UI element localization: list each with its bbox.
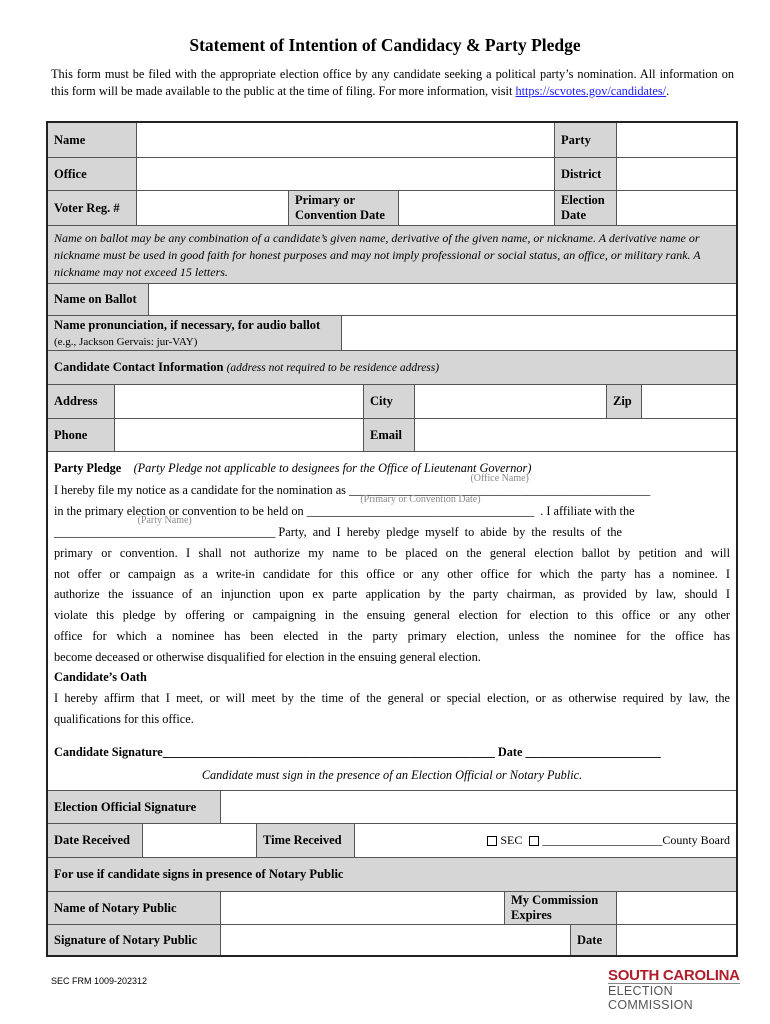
county-board-checkbox[interactable]	[529, 836, 539, 846]
pledge-line-1: I hereby file my notice as a candidate for the nomination as	[54, 483, 346, 497]
party-name-blank[interactable]: ____________________________________ (Party Name)	[54, 515, 276, 539]
name-field[interactable]	[136, 123, 554, 157]
sign-presence-note: Candidate must sign in the presence of an Election Official or Notary Public.	[201, 768, 583, 782]
zip-label: Zip	[606, 384, 641, 418]
pronunciation-label	[48, 315, 341, 350]
party-field[interactable]	[616, 123, 736, 157]
contact-header-text: Candidate Contact Information	[54, 360, 224, 374]
candidacy-form	[46, 121, 738, 957]
candidates-link[interactable]: https://scvotes.gov/candidates/	[515, 84, 667, 98]
city-field[interactable]	[414, 384, 606, 418]
candidate-signature-line[interactable]: Candidate Signature______________________________________________________ Date ______________________	[54, 745, 661, 759]
phone-field[interactable]	[114, 418, 363, 451]
form-title: Statement of Intention of Candidacy & Party Pledge	[189, 35, 581, 55]
pledge-divider	[48, 451, 736, 452]
pledge-line-5: not offer or campaign as a write-in candidate for this office or any other office for which the party has a nominee. I	[54, 567, 730, 581]
election-commission-logo	[608, 968, 740, 1012]
voter-reg-field[interactable]	[136, 190, 288, 225]
county-blank[interactable]: ____________________	[542, 833, 663, 847]
notary-signature-field[interactable]	[220, 924, 570, 955]
notary-name-field[interactable]	[220, 891, 504, 924]
pledge-line-6: authorize the issuance of an injunction upon ex parte application by the party chairman, as provided by law, should I	[54, 587, 730, 601]
party-label: Party	[554, 123, 616, 157]
notary-header: For use if candidate signs in presence of Notary Public	[48, 857, 736, 891]
office-label: Office	[48, 157, 136, 190]
notary-name-label: Name of Notary Public	[48, 891, 220, 924]
commission-expires-field[interactable]	[616, 891, 736, 924]
address-field[interactable]	[114, 384, 363, 418]
office-name-blank[interactable]: _________________________________________________ (Office Name)	[349, 473, 651, 497]
intro-text: This form must be filed with the appropriate election office by any candidate seeking a political party’s nomination. All information on this form will be made available to the public at the time of filing. For more information, visit	[51, 67, 734, 98]
form-code: SEC FRM 1009-202312	[51, 976, 148, 986]
date-received-field[interactable]	[142, 823, 256, 857]
contact-note: (address not required to be residence address)	[226, 361, 440, 374]
commission-expires-label: My Commission Expires	[504, 891, 616, 924]
pledge-line-9: become deceased or otherwise disqualified for election in the ensuing general election.	[54, 650, 481, 664]
pledge-heading: Party Pledge	[54, 461, 122, 475]
oath-line-1: I hereby affirm that I meet, or will meet by the time of the general or special election, or as otherwise required by law, the	[54, 691, 730, 705]
voter-reg-label: Voter Reg. #	[48, 190, 136, 225]
district-field[interactable]	[616, 157, 736, 190]
email-label: Email	[363, 418, 414, 451]
pronunciation-field[interactable]	[341, 315, 736, 350]
intro-end: .	[666, 84, 670, 98]
logo-line-1: SOUTH CAROLINA	[608, 967, 740, 984]
office-field[interactable]	[136, 157, 554, 190]
county-board-label: County Board	[662, 833, 730, 847]
logo-line-2: ELECTION COMMISSION	[608, 983, 740, 1012]
received-by-field	[354, 823, 736, 857]
primary-date-label: Primary or Convention Date	[288, 190, 398, 225]
district-label: District	[554, 157, 616, 190]
sec-checkbox[interactable]	[487, 836, 497, 846]
primary-date-field[interactable]	[398, 190, 554, 225]
pledge-line-3b: Party, and I hereby pledge myself to abide by the results of the	[278, 525, 622, 539]
official-signature-field[interactable]	[220, 790, 736, 823]
date-received-label: Date Received	[48, 823, 142, 857]
address-label: Address	[48, 384, 114, 418]
pledge-line-4: primary or convention. I shall not authorize my name to be placed on the general election ballot by petition and will	[54, 546, 730, 560]
office-name-hint: (Office Name)	[470, 473, 529, 484]
time-received-label: Time Received	[256, 823, 354, 857]
candidate-date-label: Date	[497, 745, 523, 759]
pronunciation-example: (e.g., Jackson Gervais: jur-VAY)	[54, 336, 198, 348]
sec-label: SEC	[500, 833, 523, 847]
notary-date-label: Date	[570, 924, 616, 955]
official-signature-label: Election Official Signature	[48, 790, 220, 823]
pledge-line-8: office for which a nominee has been elected in the party primary election, unless the nominee for the office has	[54, 629, 730, 643]
notary-date-field[interactable]	[616, 924, 736, 955]
ballot-name-note: Name on ballot may be any combination of a candidate’s given name, derivative of the given name, or nickname. A derivative name or nickname must be used in good faith for honest purposes and may not imply professional or social status, an office, or military rank. A nickname may not exceed 15 letters.	[48, 225, 736, 283]
primary-date-blank[interactable]: _____________________________________ (Primary or Convention Date)	[306, 494, 535, 518]
oath-line-2: qualifications for this office.	[54, 712, 194, 726]
phone-label: Phone	[48, 418, 114, 451]
party-name-hint: (Party Name)	[137, 515, 192, 526]
pledge-heading-note: (Party Pledge not applicable to designees for the Office of Lieutenant Governor)	[133, 461, 532, 475]
pronunciation-text: Name pronunciation, if necessary, for audio ballot	[54, 318, 321, 332]
oath-heading: Candidate’s Oath	[54, 670, 147, 684]
contact-header	[48, 350, 736, 384]
candidate-signature-label: Candidate Signature	[54, 745, 163, 759]
name-on-ballot-label: Name on Ballot	[48, 283, 148, 315]
name-on-ballot-field[interactable]	[148, 283, 736, 315]
email-field[interactable]	[414, 418, 736, 451]
pledge-line-2b: . I affiliate with the	[540, 504, 635, 518]
pledge-line-2a: in the primary election or convention to be held on	[54, 504, 304, 518]
intro-paragraph	[51, 66, 734, 100]
zip-field[interactable]	[641, 384, 736, 418]
primary-date-hint: (Primary or Convention Date)	[360, 494, 481, 505]
city-label: City	[363, 384, 414, 418]
notary-signature-label: Signature of Notary Public	[48, 924, 220, 955]
pledge-line-7: violate this pledge by offering or campaigning in the ensuing general election for election to this office or any other	[54, 608, 730, 622]
election-date-label: Election Date	[554, 190, 616, 225]
name-label: Name	[48, 123, 136, 157]
election-date-field[interactable]	[616, 190, 736, 225]
